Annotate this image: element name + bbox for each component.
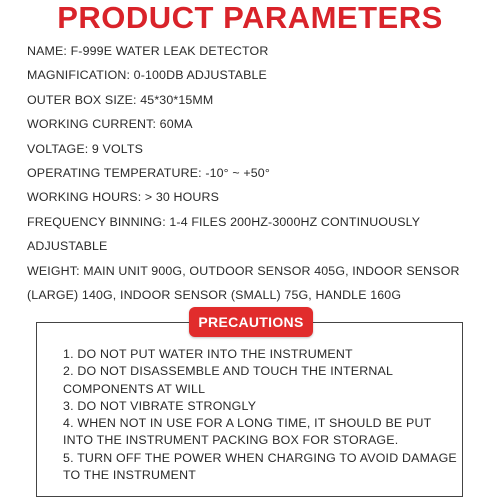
parameter-list [27, 39, 493, 307]
precautions-badge: PRECAUTIONS [189, 307, 313, 337]
precaution-item: 4. WHEN NOT IN USE FOR A LONG TIME, IT SHOULD BE PUT INTO THE INSTRUMENT PACKING BOX FOR STORAGE. [63, 416, 432, 448]
param-frequency-binning: FREQUENCY BINNING: 1-4 FILES 200HZ-3000HZ CONTINUOUSLY ADJUSTABLE [27, 214, 420, 254]
precaution-item: 1. DO NOT PUT WATER INTO THE INSTRUMENT [63, 347, 353, 361]
page-title: PRODUCT PARAMETERS [57, 0, 443, 35]
precaution-item: 3. DO NOT VIBRATE STRONGLY [63, 398, 257, 413]
param-operating-temperature: OPERATING TEMPERATURE: -10° ~ +50° [27, 166, 270, 181]
param-box-size: OUTER BOX SIZE: 45*30*15MM [27, 92, 214, 107]
precautions-list [63, 346, 458, 484]
param-magnification: MAGNIFICATION: 0-100DB ADJUSTABLE [27, 68, 267, 83]
precaution-item: 5. TURN OFF THE POWER WHEN CHARGING TO AVOID DAMAGE TO THE INSTRUMENT [63, 450, 457, 483]
param-name: NAME: F-999E WATER LEAK DETECTOR [27, 44, 269, 58]
param-working-current: WORKING CURRENT: 60MA [27, 117, 193, 132]
param-working-hours: WORKING HOURS: > 30 HOURS [27, 190, 220, 205]
param-voltage: VOLTAGE: 9 VOLTS [27, 141, 144, 156]
precaution-item: 2. DO NOT DISASSEMBLE AND TOUCH THE INTERNAL COMPONENTS AT WILL [63, 364, 393, 396]
param-weight: WEIGHT: MAIN UNIT 900G, OUTDOOR SENSOR 405G, INDOOR SENSOR (LARGE) 140G, INDOOR SENSOR (SMALL) 75G, HANDLE 160G [27, 263, 460, 303]
